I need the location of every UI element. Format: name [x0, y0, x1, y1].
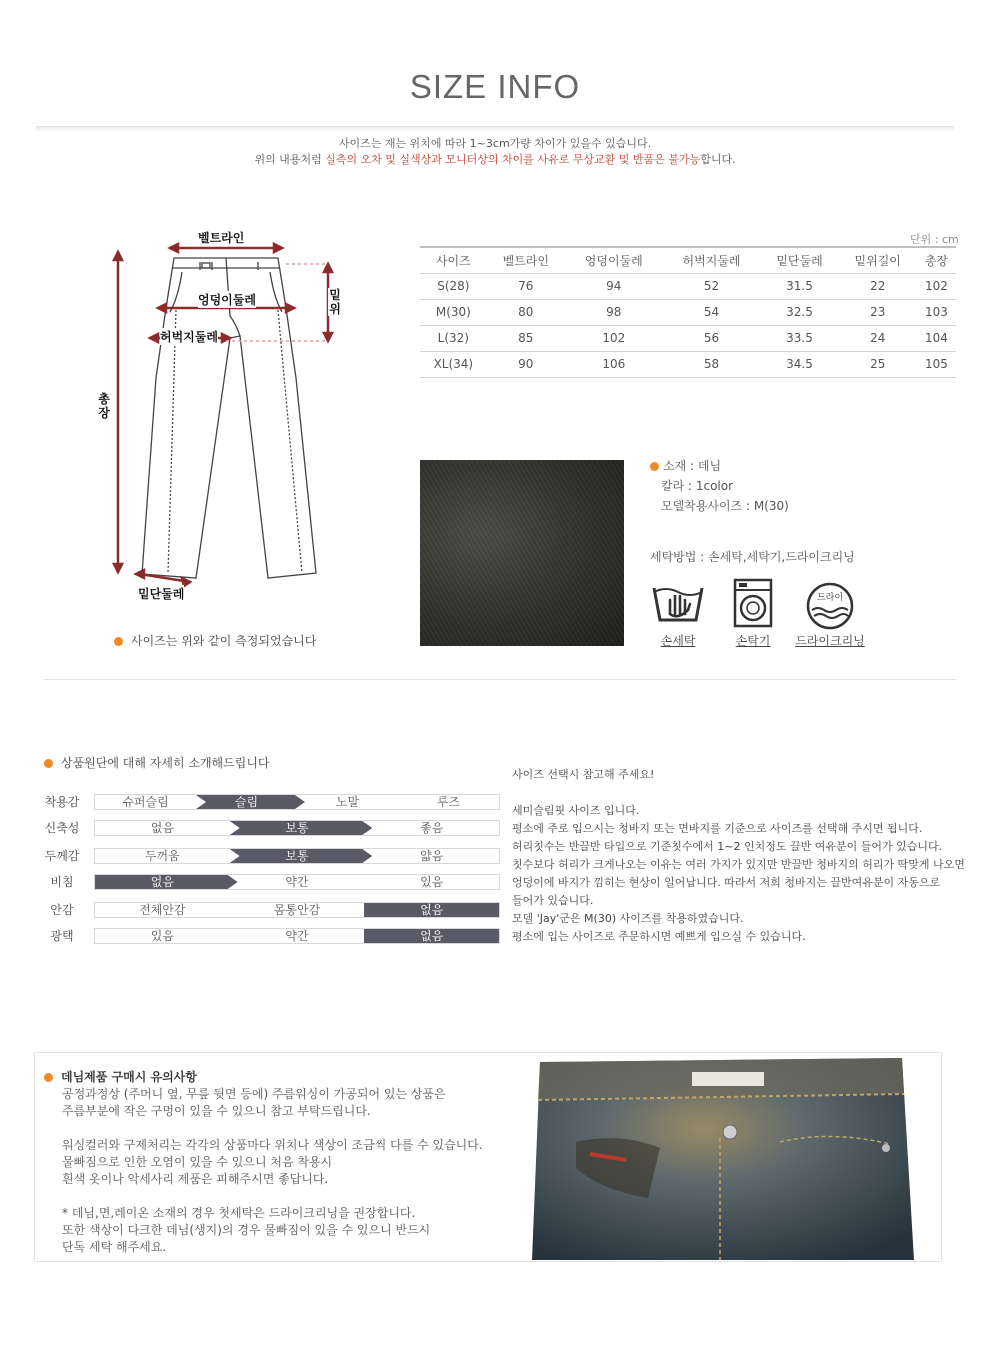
table-header: 엉덩이둘레 [565, 247, 663, 273]
dry-clean-badge: 드라이 [816, 593, 844, 603]
table-cell: 102 [565, 325, 663, 351]
notice-warning: 실측의 오차 및 실색상과 모니터상의 차이를 사유로 무상교환 및 반품은 불가능 [325, 153, 701, 166]
table-cell: 102 [917, 273, 956, 299]
characteristic-bar [94, 820, 500, 836]
total-length-label: 총장 [98, 392, 110, 420]
bullet-icon [650, 462, 659, 471]
table-header: 밑단둘레 [760, 247, 838, 273]
table-cell: 58 [663, 351, 761, 377]
notice-line: 공정과정상 (주머니 옆, 무릎 뒷면 등에) 주름워싱이 가공되어 있는 상품은 [62, 1087, 446, 1101]
table-header: 밑위길이 [839, 247, 917, 273]
table-cell: 52 [663, 273, 761, 299]
characteristics-title-text: 상품원단에 대해 자세히 소개해드립니다 [61, 756, 270, 770]
table-cell: 94 [565, 273, 663, 299]
characteristic-option: 있음 [150, 929, 174, 943]
characteristic-option: 약간 [285, 875, 309, 889]
table-cell: 34.5 [760, 351, 838, 377]
color-text: 칼라 : 1color [661, 479, 734, 493]
advice-heading: 사이즈 선택시 참고해 주세요! [512, 768, 655, 781]
table-cell: 32.5 [760, 299, 838, 325]
characteristic-option: 두꺼움 [144, 849, 180, 863]
hand-wash-icon [650, 580, 706, 632]
table-cell: 25 [839, 351, 917, 377]
table-cell: 24 [839, 325, 917, 351]
characteristic-bar [94, 848, 500, 864]
characteristic-label: 착용감 [44, 795, 80, 809]
notice-text: 위의 내용처럼 [254, 153, 326, 166]
measure-note-text: 사이즈는 위와 같이 측정되었습니다 [131, 634, 317, 648]
fabric-closeup-image [420, 460, 624, 646]
notice-line: 또한 색상이 다크한 데님(생지)의 경우 물빠짐이 있을 수 있으니 반드시 [62, 1223, 431, 1237]
table-cell: XL(34) [420, 351, 487, 377]
characteristic-option: 없음 [420, 903, 444, 917]
table-cell: L(32) [420, 325, 487, 351]
characteristic-row [40, 794, 500, 810]
characteristic-option: 전체안감 [139, 903, 186, 917]
rise-label: 밑위 [329, 288, 341, 316]
washing-machine-label: 손탁기 [735, 634, 771, 648]
table-row [420, 325, 956, 351]
table-header: 벨트라인 [487, 247, 565, 273]
pants-outline-icon [90, 228, 360, 608]
spacer [512, 784, 988, 802]
table-cell: 90 [487, 351, 565, 377]
notice-line: 워싱컬러와 구제처리는 각각의 상품마다 위치나 색상이 조금씩 다를 수 있습니다. [62, 1138, 483, 1152]
characteristic-label: 비침 [50, 875, 74, 889]
advice-line: 엉덩이에 바지가 낌히는 현상이 일어납니다. 따라서 저희 청바지는 끌반여유분이 자동으로 [512, 876, 941, 889]
characteristic-row [40, 820, 500, 836]
table-header: 사이즈 [420, 247, 487, 273]
page-title: SIZE INFO [409, 68, 581, 105]
table-cell: 22 [839, 273, 917, 299]
characteristic-bar [94, 928, 500, 944]
characteristic-option: 몸통안감 [273, 903, 321, 917]
characteristic-option: 루즈 [436, 795, 461, 809]
table-header-row [420, 247, 956, 273]
characteristic-option: 없음 [420, 929, 444, 943]
characteristic-bar [94, 902, 500, 918]
characteristic-option: 슬림 [234, 795, 259, 809]
section-divider [44, 679, 956, 680]
washing-machine-icon [725, 578, 781, 630]
notice-line: 물빠짐으로 인한 오염이 있을 수 있으니 처음 착용시 [62, 1155, 333, 1169]
hem-label: 밑단둘레 [138, 587, 185, 601]
table-cell: 98 [565, 299, 663, 325]
table-cell: 104 [917, 325, 956, 351]
characteristic-option: 없음 [150, 821, 174, 835]
characteristic-row [40, 902, 500, 918]
table-cell: 85 [487, 325, 565, 351]
measure-note [114, 632, 316, 649]
characteristic-option: 노말 [335, 795, 360, 809]
notice-line: 흰색 옷이나 악세사리 제품은 피해주시면 좋답니다. [62, 1172, 329, 1186]
advice-line: 모델 'Jay'군은 M(30) 사이즈를 착용하였습니다. [512, 912, 744, 925]
characteristic-option: 약간 [285, 929, 309, 943]
material-info [650, 456, 789, 516]
characteristic-option: 좋음 [420, 821, 444, 835]
characteristic-row [40, 928, 500, 944]
notice-line-1: 사이즈는 재는 위치에 따라 1~3cm가량 차이가 있을수 있습니다. [338, 137, 652, 150]
jeans-photo [530, 1058, 916, 1260]
notice-line-2 [0, 152, 990, 168]
characteristic-label: 신축성 [44, 821, 80, 835]
unit-label: 단위 : cm [910, 233, 959, 246]
table-header: 총장 [917, 247, 956, 273]
advice-line: 칫수보다 허리가 크게나오는 이유는 여러 가지가 있지만 반끌반 청바지의 허리가 딱맞게 나오면 [512, 858, 965, 871]
table-cell: 80 [487, 299, 565, 325]
table-cell: 106 [565, 351, 663, 377]
material-row [650, 456, 789, 476]
advice-line: 세미슬림핏 사이즈 입니다. [512, 804, 640, 817]
table-cell: 105 [917, 351, 956, 377]
characteristic-option: 보통 [285, 821, 309, 835]
table-cell: 103 [917, 299, 956, 325]
table-cell: 56 [663, 325, 761, 351]
belt-line-label: 벨트라인 [198, 231, 245, 245]
characteristic-label: 광택 [50, 929, 74, 943]
table-cell: 76 [487, 273, 565, 299]
advice-line: 평소에 주로 입으시는 청바지 또는 면바지를 기준으로 사이즈를 선택해 주시면 됩니다. [512, 822, 923, 835]
size-advice [512, 766, 988, 946]
advice-line: 평소에 입는 사이즈로 주문하시면 예쁘게 입으실 수 있습니다. [512, 930, 806, 943]
characteristic-option: 보통 [285, 849, 309, 863]
characteristic-label: 두께감 [44, 849, 80, 863]
bullet-icon [44, 1073, 53, 1082]
denim-notice-title [44, 1068, 197, 1085]
characteristic-option: 얇음 [420, 849, 444, 863]
table-cell: S(28) [420, 273, 487, 299]
bullet-icon [114, 637, 123, 646]
table-cell: 23 [839, 299, 917, 325]
characteristic-row [40, 874, 500, 890]
characteristic-bar [94, 794, 500, 810]
table-cell: 31.5 [760, 273, 838, 299]
spacer [62, 1188, 483, 1205]
model-size-text: 모델착용사이즈 : M(30) [661, 499, 789, 513]
notice-line: 단독 세탁 해주세요. [62, 1240, 167, 1254]
wash-method-text: 세탁방법 : 손세탁,세탁기,드라이크리닝 [650, 550, 855, 564]
characteristic-row [40, 848, 500, 864]
characteristics-title [44, 754, 270, 771]
notice-text-end: 합니다. [700, 153, 736, 166]
dry-clean-icon [802, 580, 858, 632]
characteristic-option: 슈퍼슬림 [122, 795, 169, 809]
pants-diagram [90, 228, 360, 608]
size-table [420, 246, 956, 378]
title-divider [36, 126, 954, 132]
advice-line: 허리칫수는 반끌반 타입으로 기준칫수에서 1~2 인치정도 끌반 여유분이 들어가 있습니다. [512, 840, 943, 853]
characteristic-option: 있음 [420, 875, 444, 889]
advice-line: 들어가 있습니다. [512, 894, 594, 907]
spacer [62, 1120, 483, 1137]
denim-notice-title-text: 데님제품 구매시 유의사항 [61, 1070, 197, 1084]
notice-line: 주름부분에 작은 구멍이 있을 수 있으니 참고 부탁드립니다. [62, 1104, 371, 1118]
table-cell: M(30) [420, 299, 487, 325]
table-header: 허벅지둘레 [663, 247, 761, 273]
characteristic-option: 없음 [150, 875, 174, 889]
denim-notice-text [62, 1086, 483, 1256]
hand-wash-label: 손세탁 [660, 634, 696, 648]
table-row [420, 273, 956, 299]
thigh-label: 허벅지둘레 [160, 330, 218, 344]
fabric-text: 소재 : 데님 [663, 459, 722, 473]
characteristic-label: 안감 [50, 903, 74, 917]
size-notice [0, 136, 990, 168]
table-row [420, 299, 956, 325]
dry-clean-label: 드라이크리닝 [795, 634, 865, 648]
table-row [420, 351, 956, 377]
notice-line: * 데님,면,레이온 소재의 경우 첫세탁은 드라이크리닝을 권장합니다. [62, 1206, 416, 1220]
bullet-icon [44, 759, 53, 768]
characteristic-bar [94, 874, 500, 890]
hip-label: 엉덩이둘레 [198, 293, 256, 307]
table-cell: 33.5 [760, 325, 838, 351]
table-cell: 54 [663, 299, 761, 325]
